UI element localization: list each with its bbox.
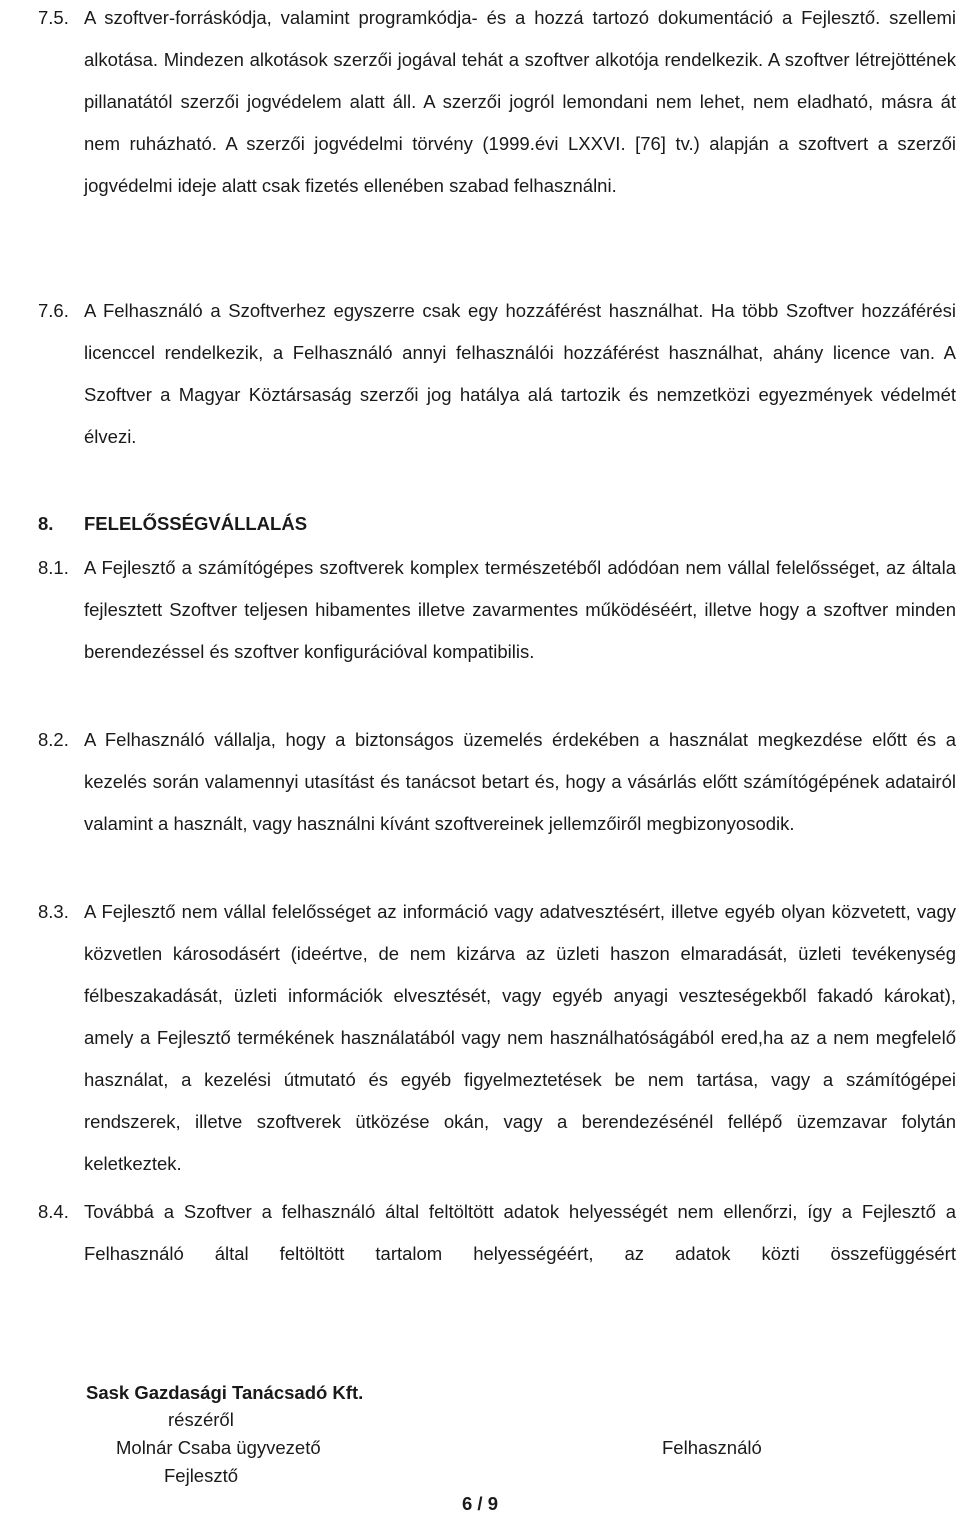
signature-role-user: Felhasználó <box>662 1437 762 1458</box>
section-number: 8.2. <box>38 729 69 750</box>
section-text: A Felhasználó a Szoftverhez egyszerre csak egy hozzáférést használhat. Ha több Szoftver hozzáférési licenccel rendelkezik, a Felhasználó annyi felhasználói hozzáférést használhat, ahány licence van. A Szoftver a Magyar Köztársaság szerzői jog hatálya alá tartozik és nemzetközi egyezmények védelmét élvezi. <box>84 300 956 447</box>
signature-role-developer: Fejlesztő <box>164 1465 239 1486</box>
heading-number: 8. <box>38 513 54 534</box>
signature-company: Sask Gazdasági Tanácsadó Kft. <box>86 1382 364 1403</box>
section-text: A szoftver-forráskódja, valamint programkódja- és a hozzá tartozó dokumentáció a Fejlesztő. szellemi alkotása. Mindezen alkotások szerzői jogával tehát a szoftver alkotója rendelkezik. A szoftver létrejöttének pillanatától szerzői jogvédelem alatt áll. A szerzői jogról lemondani nem lehet, nem eladható, másra át nem ruházható. A szerzői jogvédelmi törvény (1999.évi LXXVI. [76] tv.) alapján a szoftvert a szerzői jogvédelmi ideje alatt csak fizetés ellenében szabad felhasználni. <box>84 7 956 196</box>
section-7-5 <box>38 0 956 207</box>
section-text: Továbbá a Szoftver a felhasználó által feltöltött adatok helyességét nem ellenőrzi, így a Fejlesztő a Felhasználó által feltöltött tartalom helyességéért, az adatok közti összefüggésért <box>84 1201 956 1264</box>
section-number: 7.6. <box>38 300 69 321</box>
section-text: A Felhasználó vállalja, hogy a biztonságos üzemelés érdekében a használat megkezdése előtt és a kezelés során valamennyi utasítást és tanácsot betart és, hogy a vásárlás előtt számítógépének adatairól valamint a használt, vagy használni kívánt szoftvereinek jellemzőiről megbizonyosodik. <box>84 729 956 834</box>
signature-on-behalf: részéről <box>168 1409 234 1430</box>
signature-representative: Molnár Csaba ügyvezető <box>116 1437 321 1458</box>
section-text: A Fejlesztő nem vállal felelősséget az információ vagy adatvesztésért, illetve egyéb olyan közvetett, vagy közvetlen károsodásért (ideértve, de nem kizárva az üzleti haszon elmaradását, üzleti tevékenység félbeszakadását, üzleti információk elvesztését, vagy egyéb anyagi veszteségekből fakadó károkat), amely a Fejlesztő termékének használatából vagy nem használhatóságából ered,ha az a nem megfelelő használat, a kezelési útmutató és egyéb figyelmeztetések be nem tartása, vagy a számítógépei rendszerek, illetve szoftverek ütközése okán, vagy a berendezésénél fellépő üzemzavar folytán keletkeztek. <box>84 901 956 1174</box>
section-number: 7.5. <box>38 7 69 28</box>
heading-title: FELELŐSSÉGVÁLLALÁS <box>84 513 308 534</box>
section-heading-8 <box>38 503 307 545</box>
section-8-1 <box>38 547 956 673</box>
section-number: 8.3. <box>38 901 69 922</box>
section-number: 8.4. <box>38 1201 69 1222</box>
section-7-6 <box>38 290 956 458</box>
section-text: A Fejlesztő a számítógépes szoftverek komplex természetéből adódóan nem vállal felelősséget, az általa fejlesztett Szoftver teljesen hibamentes illetve zavarmentes működéséért, illetve hogy a szoftver minden berendezéssel és szoftver konfigurációval kompatibilis. <box>84 557 956 662</box>
page-number: 6 / 9 <box>462 1493 498 1514</box>
section-8-2 <box>38 719 956 845</box>
section-8-3 <box>38 891 956 1185</box>
section-8-4 <box>38 1191 956 1275</box>
section-number: 8.1. <box>38 557 69 578</box>
